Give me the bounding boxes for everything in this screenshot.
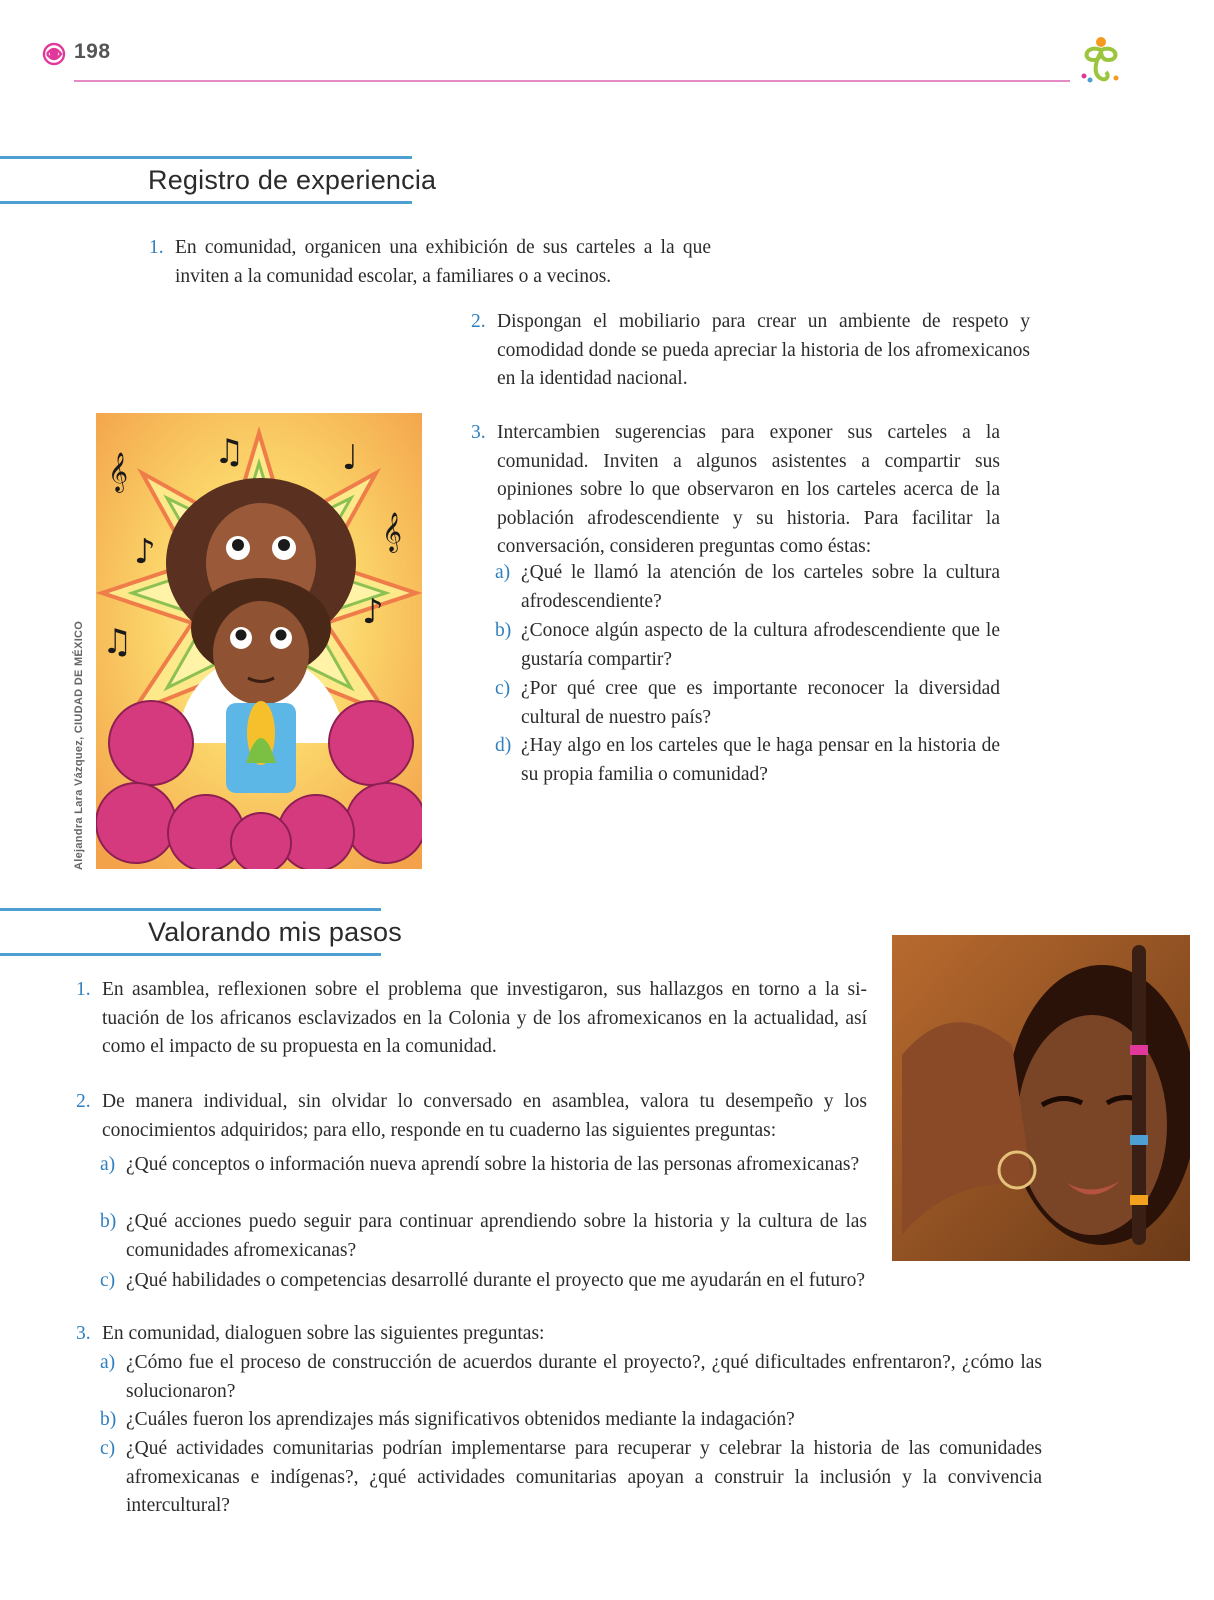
section-title-registro: Registro de experiencia <box>148 165 437 195</box>
sprout-logo-icon <box>1076 34 1126 86</box>
section-title-rule-bottom <box>0 201 412 204</box>
sub-item-text: ¿Qué le llamó la atención de los carteles sobre la cultura afrodescendiente? <box>521 562 1000 612</box>
sub-item <box>495 732 1000 789</box>
sub-item-letter: a) <box>100 1154 116 1175</box>
sub-item-text: ¿Cuáles fueron los aprendizajes más significativos obtenidos mediante la indagación? <box>126 1409 795 1430</box>
svg-text:♪: ♪ <box>134 532 156 572</box>
item-number: 3. <box>471 422 486 443</box>
item-text: Dispongan el mobiliario para crear un ambiente de respeto y comodidad donde se pueda apreciar la historia de los afromexicanos en la identidad nacional. <box>497 311 1030 389</box>
sub-item-text: ¿Qué acciones puedo seguir para continuar aprendiendo sobre la historia y la cultura de las comunidades afromexicanas? <box>126 1211 867 1261</box>
sub-item <box>100 1406 1042 1435</box>
svg-text:♫: ♫ <box>102 622 133 662</box>
sub-item-text: ¿Qué habilidades o competencias desarrollé durante el proyecto que me ayudarán en el futuro? <box>126 1270 866 1291</box>
section-title-rule-bottom <box>0 953 381 956</box>
list-item <box>149 234 711 291</box>
list-item <box>471 308 1030 394</box>
item-text: En comunidad, dialoguen sobre las siguientes preguntas: <box>102 1323 545 1344</box>
section-title-rule-top <box>0 908 381 911</box>
sub-item <box>495 617 1000 674</box>
list-item <box>76 976 867 1062</box>
svg-text:♪: ♪ <box>362 592 384 632</box>
item-text: Intercambien sugerencias para exponer sus carteles a la comunidad. Inviten a algunos asistentes a compartir sus opiniones sobre lo que observaron en los carteles acerca de la población afrodescendiente y su historia. Para facilitar la conversación, consideren preguntas como éstas: <box>497 422 1000 557</box>
list-item <box>471 419 1000 562</box>
sub-item-letter: a) <box>100 1352 116 1373</box>
sub-item-text: ¿Hay algo en los carteles que le haga pensar en la historia de su propia familia o comunidad? <box>521 735 1000 785</box>
sub-item-text: ¿Qué conceptos o información nueva aprendí sobre la historia de las personas afromexicanas? <box>126 1154 860 1175</box>
svg-text:♩: ♩ <box>342 438 359 478</box>
sub-item-letter: c) <box>495 678 511 699</box>
sub-item-letter: c) <box>100 1438 116 1459</box>
sub-item <box>100 1151 867 1180</box>
item-number: 1. <box>76 979 91 1000</box>
sub-item-text: ¿Cómo fue el proceso de construcción de acuerdos durante el proyecto?, ¿qué dificultades enfrentaron?, ¿cómo las solucionaron? <box>126 1352 1042 1402</box>
sub-item <box>100 1349 1042 1406</box>
sub-item <box>100 1208 867 1265</box>
sub-item-text: ¿Conoce algún aspecto de la cultura afrodescendiente que le gustaría compartir? <box>521 620 1000 670</box>
page-number: 198 <box>74 40 111 63</box>
sub-item-letter: b) <box>495 620 512 641</box>
sub-item-letter: a) <box>495 562 511 583</box>
sub-item-text: ¿Qué actividades comunitarias podrían implementarse para recuperar y celebrar la historia de las comunidades afromexicanas e indígenas?, ¿qué actividades comunitarias apoyan a construir la inclusión y la convivencia intercultural? <box>126 1438 1042 1516</box>
svg-text:𝄞: 𝄞 <box>382 512 403 552</box>
svg-text:♫: ♫ <box>214 432 245 472</box>
poster-illustration <box>96 413 422 869</box>
item-number: 3. <box>76 1323 91 1344</box>
item-number: 1. <box>149 237 164 258</box>
sub-item <box>100 1435 1042 1521</box>
item-text: De manera individual, sin olvidar lo conversado en asamblea, valora tu desempeño y los conocimientos adquiridos; para ello, responde en tu cuaderno las siguientes preguntas: <box>102 1091 867 1141</box>
sub-item <box>495 559 1000 616</box>
pink-flower-icon <box>40 40 68 68</box>
item-text: En comunidad, organicen una exhibición de sus carteles a la que inviten a la comunidad escolar, a familiares o a vecinos. <box>175 237 711 287</box>
item-text: En asamblea, reflexionen sobre el problema que investigaron, sus hallazgos en torno a la situación de los africanos esclavizados en la Colonia y de los afromexicanos en la actualidad, así como el impacto de su propuesta en la comunidad. <box>102 979 867 1057</box>
sub-item-letter: b) <box>100 1409 117 1430</box>
section-title-valorando: Valorando mis pasos <box>148 917 402 947</box>
sub-item-letter: c) <box>100 1270 116 1291</box>
portrait-photo <box>892 935 1190 1261</box>
sub-item-text: ¿Por qué cree que es importante reconocer la diversidad cultural de nuestro país? <box>521 678 1000 728</box>
list-item <box>76 1088 867 1145</box>
svg-text:𝄞: 𝄞 <box>108 452 129 492</box>
section-title-rule-top <box>0 156 412 159</box>
sub-item-letter: b) <box>100 1211 117 1232</box>
sub-item <box>100 1267 1026 1296</box>
item-number: 2. <box>76 1091 91 1112</box>
item-number: 2. <box>471 311 486 332</box>
header-divider <box>74 80 1070 82</box>
sub-item <box>495 675 1000 732</box>
sub-item-letter: d) <box>495 735 512 756</box>
illustration-credit: Alejandra Lara Vázquez, CIUDAD DE MÉXICO <box>73 620 85 870</box>
list-item <box>76 1320 1042 1349</box>
